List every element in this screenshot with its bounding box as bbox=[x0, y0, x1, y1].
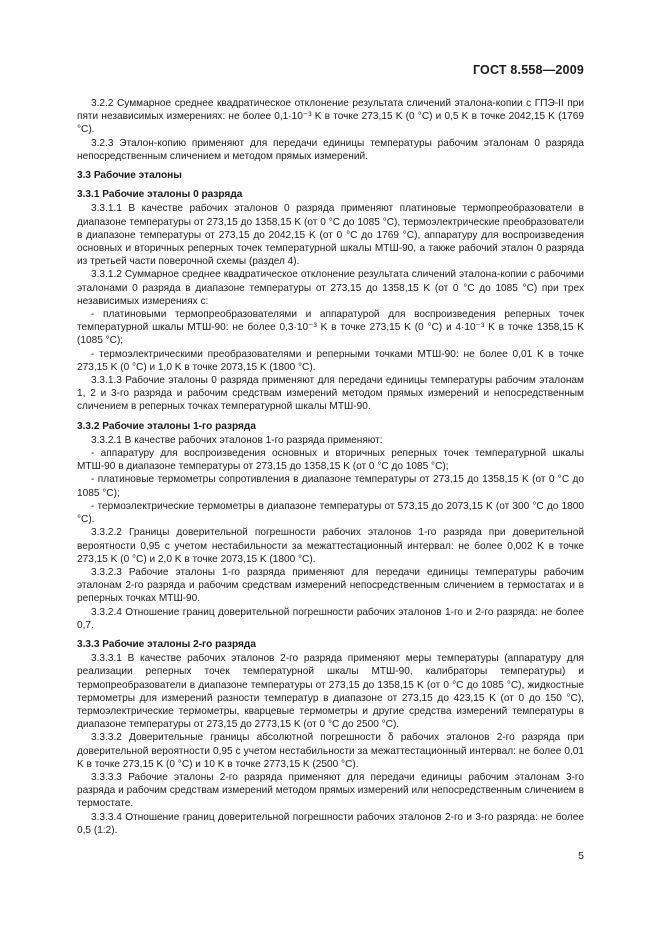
subsection-heading-3-3-2: 3.3.2 Рабочие эталоны 1-го разряда bbox=[77, 420, 256, 432]
clause-3-3-3-3: 3.3.3.3 Рабочие эталоны 2-го разряда применяют для передачи единицы рабочим эталонам 3-го разряда и рабочим средствам измерений методом прямых измерений или непосредственным сличением в термостате. bbox=[77, 771, 584, 810]
clause-3-2-2: 3.2.2 Суммарное среднее квадратическое отклонение результата сличений эталона-копии с ГПЭ-II при пяти независимых измерениях: не более 0,1·10⁻³ K в точке 273,15 K (0 °C) и 0,5 K в точке 2042,15 K (1769 °C). bbox=[77, 98, 584, 136]
clause-3-3-3-1: 3.3.3.1 В качестве рабочих эталонов 2-го разряда применяют меры температуры (аппаратуру для реализации реперных точек температурной шкалы МТШ-90, калибраторы температуры) и термопреобразователи в диапазоне температуры от 273,15 до 1358,15 K (от 0 °C до 1085 °C), жидкостные термометры для измерений разности температур в диапазоне от 273,15 до 423,15 K (от 0 до 150 °C), термоэлектрические термометры, кварцевые термометры и другие средства измерений температуры в диапазоне температуры от 273,15 до 2773,15 K (от 0 °C до 2500 °C). bbox=[77, 653, 584, 731]
clause-3-3-2-2: 3.3.2.2 Границы доверительной погрешности рабочих эталонов 1-го разряда при доверительной вероятности 0,95 с учетом нестабильности за межаттестационный интервал: не более 0,002 K в точке 273,15 K (0 °C) и 2,0 K в точке 2073,15 K (1800 °C). bbox=[77, 527, 584, 565]
section-heading-3-3: 3.3 Рабочие эталоны bbox=[77, 170, 182, 182]
list-item: - термоэлектрическими преобразователями и реперными точками МТШ-90: не более 0,01 K в точке 273,15 K (0 °C) и 1,0 K в точке 2073,15 K (1800 °C). bbox=[77, 348, 584, 373]
list-item: - платиновыми термопреобразователями и аппаратурой для воспроизведения реперных точек температурной шкалы МТШ-90: не более 0,3·10⁻³ K в точке 273,15 K (0 °C) и 4·10⁻³ K в точке 1358,15 K (1085 °C); bbox=[77, 309, 584, 347]
clause-3-3-1-1: 3.3.1.1 В качестве рабочих эталонов 0 разряда применяют платиновые термопреобразователи в диапазоне температуры от 273,15 до 1358,15 K (от 0 °C до 1085 °C), термоэлектрические преобразователи в диапазоне температуры от 273,15 до 2042,15 K (от 0 °C до 1769 °C), аппаратуру для воспроизведения основных и вторичных реперных точек температурной шкалы МТШ-90, а также рабочий эталон 0 разряда из третьей части поверочной схемы (раздел 4). bbox=[77, 203, 584, 268]
subsection-heading-3-3-3: 3.3.3 Рабочие эталоны 2-го разряда bbox=[77, 638, 256, 650]
clause-3-3-2-4: 3.3.2.4 Отношение границ доверительной погрешности рабочих эталонов 1-го и 2-го разряда: не более 0,7. bbox=[77, 606, 584, 631]
clause-3-3-1-3: 3.3.1.3 Рабочие эталоны 0 разряда применяют для передачи единицы температуры рабочим эталонам 1, 2 и 3-го разряда и рабочим средствам измерений методом прямых измерений и непосредственным сличением в реперных точках температурной шкалы МТШ-90. bbox=[77, 375, 584, 413]
clause-3-3-2-1: 3.3.2.1 В качестве рабочих эталонов 1-го разряда применяют: bbox=[91, 434, 383, 446]
document-body bbox=[77, 97, 584, 837]
list-item: - платиновые термометры сопротивления в диапазоне температуры от 273,15 до 1358,15 K (от 0 °C до 1085 °C); bbox=[77, 474, 584, 499]
clause-3-3-2-3: 3.3.2.3 Рабочие эталоны 1-го разряда применяют для передачи единицы температуры рабочим эталонам 2-го разряда и рабочим средствам измерений непосредственным сличением в термостатах и в реперных точках МТШ-90. bbox=[77, 566, 584, 605]
clause-3-3-1-2: 3.3.1.2 Суммарное среднее квадратическое отклонение результата сличений эталона-копии с рабочими эталонами 0 разряда в диапазоне температуры от 273,15 до 1358,15 K (от 0 °C до 1085 °C) при трех независимых измерениях с: bbox=[77, 269, 584, 307]
document-header: ГОСТ 8.558—2009 bbox=[472, 63, 584, 77]
clause-3-3-3-2: 3.3.3.2 Доверительные границы абсолютной погрешности δ рабочих эталонов 2-го разряда при доверительной вероятности 0,95 с учетом нестабильности за межаттестационный интервал: не более 0,01 K в точке 273,15 K (0 °C) и 10 K в точке 2773,15 K (2500 °C). bbox=[77, 732, 584, 770]
list-item: - термоэлектрические термометры в диапазоне температуры от 573,15 до 2073,15 K (от 300 °C до 1800 °C). bbox=[77, 500, 584, 526]
page-number: 5 bbox=[578, 850, 584, 862]
clause-3-2-3: 3.2.3 Эталон-копию применяют для передачи единицы температуры рабочим эталонам 0 разряда непосредственным сличением и методом прямых измерений. bbox=[77, 137, 584, 162]
list-item: - аппаратуру для воспроизведения основных и вторичных реперных точек температурной шкалы МТШ-90 в диапазоне температуры от 273,15 до 1358,15 K (от 0 °C до 1085 °C); bbox=[77, 448, 584, 473]
clause-3-3-3-4: 3.3.3.4 Отношение границ доверительной погрешности рабочих эталонов 2-го и 3-го разряда: не более 0,5 (1:2). bbox=[77, 811, 584, 836]
subsection-heading-3-3-1: 3.3.1 Рабочие эталоны 0 разряда bbox=[77, 189, 243, 201]
